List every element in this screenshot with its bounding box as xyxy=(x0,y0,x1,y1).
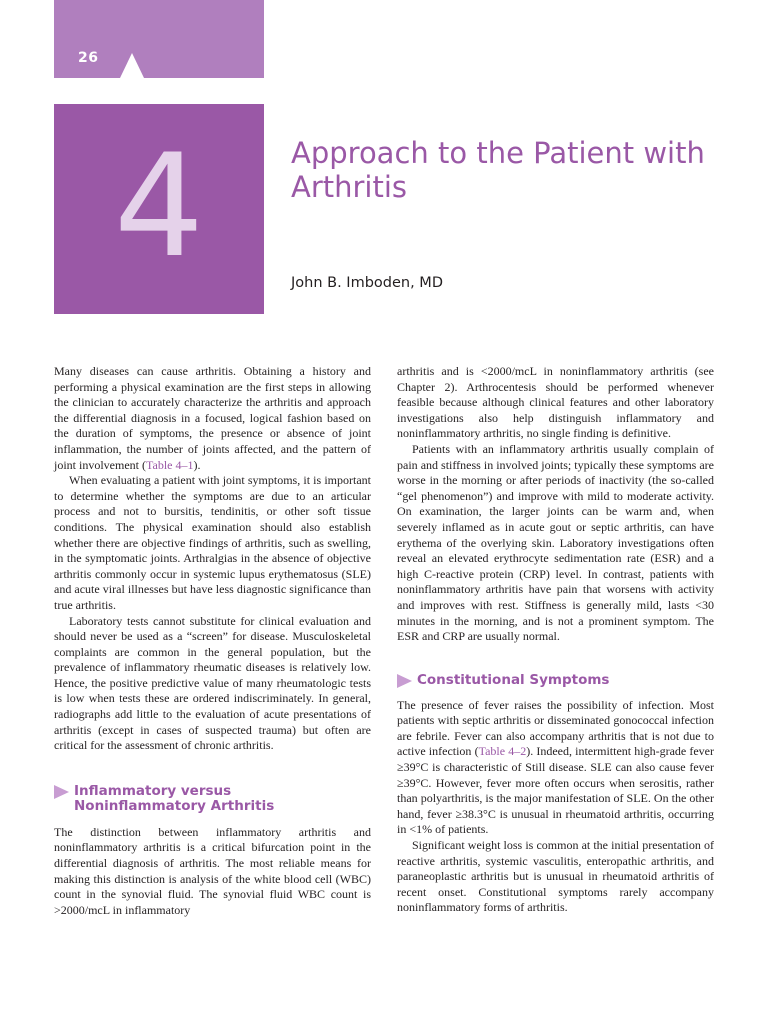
table-4-2-link[interactable]: Table 4–2 xyxy=(478,744,527,759)
paragraph-laboratory: Laboratory tests cannot substitute for clinical evaluation and should never be used as a “screen” for disease. Musculoskeletal complaints are common in the general population, but the prevalence of inflammatory rheumatic diseases is relatively low. Hence, the positive predictive value of many rheumatologic tests is low when tests these are ordered indiscriminately. In general, radiographs add little to the evaluation of acute presentations of arthritis (except in cases of suspected trauma) but often are critical for the assessment of chronic arthritis. xyxy=(54,613,371,753)
paragraph-fever: The presence of fever raises the possibility of infection. Most patients with septic arthritis or disseminated gonococcal infection are febrile. Fever can also accompany arthritis that is not due to active infection (Table 4–2). Indeed, intermittent high-grade fever ≥39°C is characteristic of Still disease. SLE can also cause fever ≥39°C. However, fever more often occurs when serositis, rather than polyarthritis, is the major manifestation of SLE. On the other hand, fever ≥38.3°C is unusual in rheumatoid arthritis, occurring in <1% of patients. xyxy=(397,697,715,837)
page-number: 26 xyxy=(78,50,99,66)
tab-notch xyxy=(120,53,144,78)
table-4-1-link[interactable]: Table 4–1 xyxy=(146,457,194,472)
section-bullet-icon xyxy=(397,674,412,688)
chapter-title: Approach to the Patient with Arthritis xyxy=(291,136,705,204)
section-heading-constitutional xyxy=(397,673,714,688)
paragraph-intro: Many diseases can cause arthritis. Obtaining a history and performing a physical examination are the first steps in allowing the clinician to accurately characterize the arthritis and approach the differential diagnosis in a focused, logical fashion based on the duration of symptoms, the presence or absence of joint inflammation, the number of joints affected, and the pattern of joint involvement (Table 4–1). xyxy=(54,364,371,472)
right-column xyxy=(397,364,714,916)
section-heading-line1: Inflammatory versus xyxy=(74,782,232,799)
paragraph-weight-loss: Significant weight loss is common at the initial presentation of reactive arthritis, systemic vasculitis, enteropathic arthritis, and paraneoplastic arthritis but is unusual in rheumatoid arthritis of recent onset. Constitutional symptoms rarely accompany noninflammatory forms of arthritis. xyxy=(397,838,714,915)
paragraph-continuation: arthritis and is <2000/mcL in noninflammatory arthritis (see Chapter 2). Arthrocentesis should be performed whenever feasible because although clinical features and other laboratory investigations also help distinguish inflammatory and noninflammatory arthritis, no single finding is definitive. xyxy=(397,364,714,441)
section-heading-inflammatory xyxy=(54,784,371,814)
paragraph-evaluation: When evaluating a patient with joint symptoms, it is important to determine whether the symptoms are due to an articular process and not to bursitis, tendinitis, or other soft tissue conditions. The physical examination should also establish whether there are objective findings of arthritis, such as swelling, in the symptomatic joints. Arthralgias in the absence of objective arthritis commonly occur in systemic lupus erythematosus (SLE) and acute viral illnesses but have less diagnostic significance than true arthritis. xyxy=(54,473,371,612)
page-number-tab xyxy=(54,0,264,78)
section-heading-text: Constitutional Symptoms xyxy=(417,671,610,688)
section-bullet-icon xyxy=(54,785,69,799)
paragraph-inflammatory-symptoms: Patients with an inflammatory arthritis usually complain of pain and stiffness in involved joints; typically these symptoms are worse in the morning or after periods of inactivity (the so-called “gel phenomenon”) and improve with mild to moderate activity. On examination, the larger joints can be warm and, when severely inflamed as in acute gout or septic arthritis, can have erythema of the overlying skin. Laboratory investigations often reveal an elevated erythrocyte sedimentation rate (ESR) and a high C-reactive protein (CRP) level. In contrast, patients with noninflammatory arthritis have pain that worsens with activity and improves with rest. Stiffness is generally mild, lasts <30 minutes in the morning, and is not a prominent symptom. The ESR and CRP are usually normal. xyxy=(397,441,714,644)
paragraph-distinction: The distinction between inflammatory arthritis and noninflammatory arthritis is a critical bifurcation point in the differential diagnosis of arthritis. The most reliable means for making this distinction is analysis of the white blood cell (WBC) count in the synovial fluid. The synovial fluid WBC count is >2000/mcL in inflammatory xyxy=(54,824,371,917)
chapter-number-box xyxy=(54,104,264,314)
left-column xyxy=(54,364,371,918)
chapter-number: 4 xyxy=(113,124,205,289)
section-heading-line2: Noninflammatory Arthritis xyxy=(74,797,275,814)
chapter-author: John B. Imboden, MD xyxy=(291,275,443,291)
